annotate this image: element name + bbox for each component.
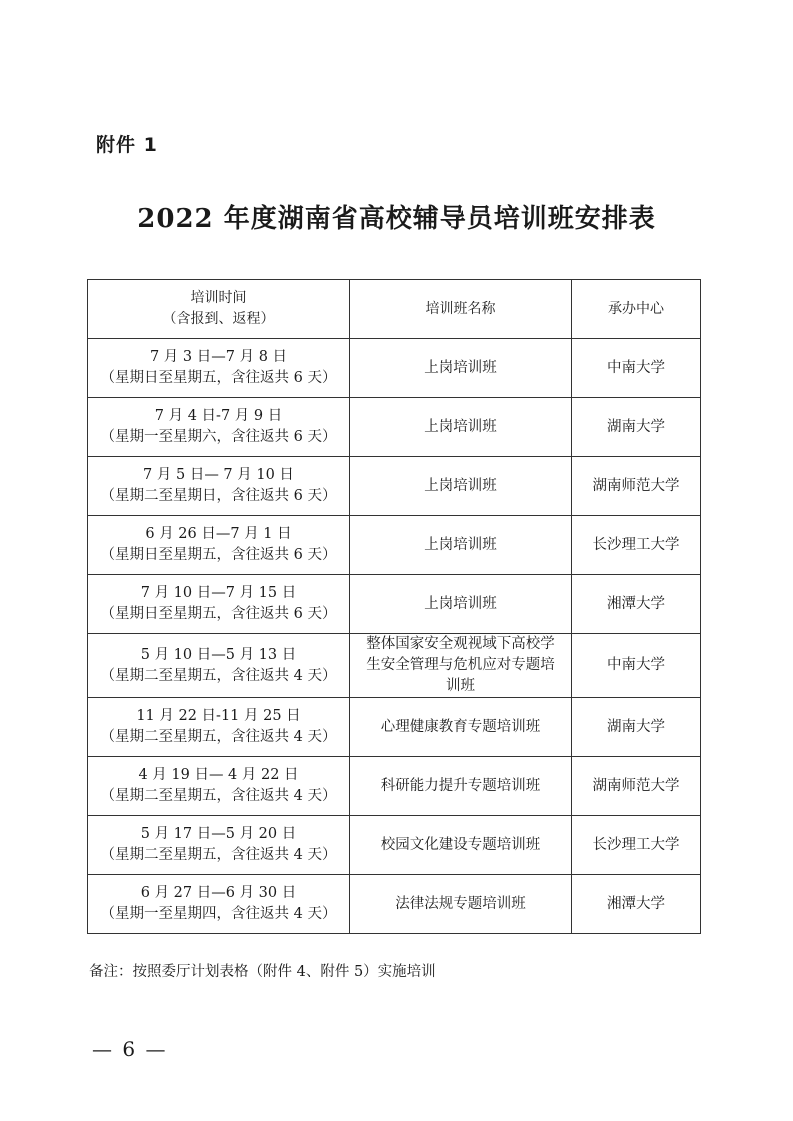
cell-host-center: 湘潭大学 [572,875,701,934]
cell-training-time [88,634,350,698]
time-weekday-note: （星期二至星期五，含往返共 4 天） [100,788,337,804]
cell-training-time [88,516,350,575]
training-schedule-table [87,279,701,934]
cell-class-name: 上岗培训班 [350,398,572,457]
cell-training-time [88,875,350,934]
cell-training-time [88,575,350,634]
table-row [88,816,701,875]
cell-class-name: 上岗培训班 [350,575,572,634]
attachment-label: 附件 1 [96,134,158,156]
cell-host-center: 湖南师范大学 [572,457,701,516]
cell-host-center: 湖南大学 [572,698,701,757]
header-class-name: 培训班名称 [350,280,572,339]
header-training-time [88,280,350,339]
cell-training-time [88,698,350,757]
header-time-line1: 培训时间 [190,290,247,306]
cell-training-time [88,398,350,457]
table-row [88,575,701,634]
cell-host-center: 中南大学 [572,634,701,698]
cell-host-center: 长沙理工大学 [572,816,701,875]
cell-host-center: 湖南师范大学 [572,757,701,816]
header-row [88,280,701,339]
time-weekday-note: （星期日至星期五，含往返共 6 天） [100,547,337,563]
time-weekday-note: （星期一至星期四，含往返共 4 天） [100,906,337,922]
time-date-range: 6 月 27 日—6 月 30 日 [140,885,297,901]
time-date-range: 11 月 22 日-11 月 25 日 [136,708,301,724]
table-row [88,634,701,698]
cell-training-time [88,757,350,816]
table-row [88,757,701,816]
time-weekday-note: （星期日至星期五，含往返共 6 天） [100,370,337,386]
header-time-line2: （含报到、返程） [162,311,275,327]
cell-class-name: 心理健康教育专题培训班 [350,698,572,757]
cell-host-center: 中南大学 [572,339,701,398]
cell-class-name: 科研能力提升专题培训班 [350,757,572,816]
cell-class-name: 校园文化建设专题培训班 [350,816,572,875]
time-weekday-note: （星期一至星期六，含往返共 6 天） [100,429,337,445]
time-weekday-note: （星期二至星期五，含往返共 4 天） [100,667,337,684]
time-date-range: 7 月 5 日— 7 月 10 日 [143,467,294,483]
header-host-center: 承办中心 [572,280,701,339]
remark-note: 备注：按照委厅计划表格（附件 4、附件 5）实施培训 [89,964,436,980]
time-date-range: 7 月 3 日—7 月 8 日 [149,349,288,365]
time-weekday-note: （星期日至星期五，含往返共 6 天） [100,606,337,622]
table-row [88,457,701,516]
table-row [88,875,701,934]
table-row [88,698,701,757]
cell-host-center: 长沙理工大学 [572,516,701,575]
cell-training-time [88,816,350,875]
time-weekday-note: （星期二至星期五，含往返共 4 天） [100,729,337,745]
time-date-range: 5 月 10 日—5 月 13 日 [140,646,297,663]
table-row [88,516,701,575]
cell-class-name: 上岗培训班 [350,516,572,575]
cell-class-name: 上岗培训班 [350,339,572,398]
time-date-range: 7 月 4 日-7 月 9 日 [154,408,283,424]
cell-class-name: 整体国家安全观视域下高校学生安全管理与危机应对专题培训班 [350,634,572,698]
cell-training-time [88,457,350,516]
time-weekday-note: （星期二至星期五，含往返共 4 天） [100,847,337,863]
time-date-range: 6 月 26 日—7 月 1 日 [145,526,292,542]
cell-host-center: 湘潭大学 [572,575,701,634]
document-title: 2022 年度湖南省高校辅导员培训班安排表 [137,204,656,234]
page-number: — 6 — [92,1037,168,1061]
table-header [88,280,701,339]
time-date-range: 7 月 10 日—7 月 15 日 [140,585,297,601]
cell-host-center: 湖南大学 [572,398,701,457]
time-weekday-note: （星期二至星期日，含往返共 6 天） [100,488,337,504]
table-row [88,339,701,398]
table-row [88,398,701,457]
time-date-range: 5 月 17 日—5 月 20 日 [140,826,297,842]
table-body [88,339,701,934]
time-date-range: 4 月 19 日— 4 月 22 日 [138,767,299,783]
cell-class-name: 上岗培训班 [350,457,572,516]
cell-class-name: 法律法规专题培训班 [350,875,572,934]
cell-training-time [88,339,350,398]
